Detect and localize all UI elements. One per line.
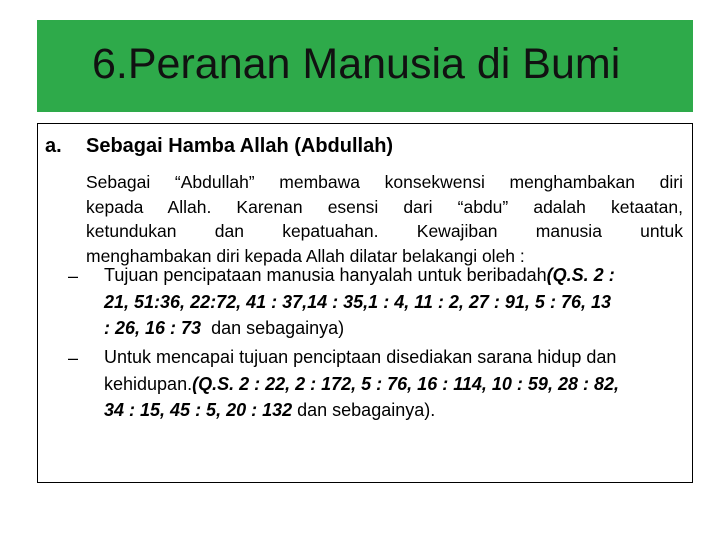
- paragraph-line: ketundukan dan kepatuahan. Kewajiban manusia untuk: [86, 221, 683, 241]
- bullet-text: dan sebagainya).: [292, 400, 436, 420]
- section-paragraph: [86, 170, 683, 268]
- bullet-line: [104, 371, 692, 398]
- bullet-line: [104, 262, 692, 289]
- bullet-line: [104, 344, 692, 371]
- bullet-dash: –: [68, 266, 79, 286]
- paragraph-line: kepada Allah. Karenan esensi dari “abdu” adalah ketaatan,: [86, 196, 683, 217]
- paragraph-line: menghambakan diri kepada Allah dilatar belakangi oleh :: [86, 245, 525, 266]
- bullet-text: dan sebagainya): [201, 318, 345, 338]
- bullet-line: [104, 397, 692, 424]
- quran-reference: 34 : 15, 45 : 5, 20 : 132: [104, 400, 293, 420]
- quran-reference: (Q.S. 2 : 22, 2 : 172, 5 : 76, 16 : 114, 10 : 59, 28 : 82,: [192, 373, 619, 394]
- bullet-line: [104, 315, 692, 342]
- bullet-text: Untuk mencapai tujuan penciptaan disediakan sarana hidup dan: [104, 347, 617, 367]
- bullet-line: [104, 289, 692, 316]
- quran-reference: (Q.S. 2 :: [546, 265, 615, 285]
- bullet-text: Tujuan pencipataan manusia hanyalah untuk beribadah: [104, 265, 547, 285]
- bullet-item: [104, 344, 692, 424]
- bullet-item: [104, 262, 692, 342]
- paragraph-line: Sebagai “Abdullah” membawa konsekwensi menghambakan diri: [86, 172, 683, 192]
- section-heading: Sebagai Hamba Allah (Abdullah): [86, 135, 394, 157]
- quran-reference: 21, 51:36, 22:72, 41 : 37,14 : 35,1 : 4, 11 : 2, 27 : 91, 5 : 76, 13: [104, 291, 611, 312]
- bullet-dash: –: [68, 348, 79, 368]
- section-marker: a.: [45, 135, 62, 157]
- quran-reference: : 26, 16 : 73: [104, 318, 202, 338]
- bullet-text: kehidupan.: [104, 373, 193, 394]
- slide-title: 6.Peranan Manusia di Bumi: [92, 40, 621, 88]
